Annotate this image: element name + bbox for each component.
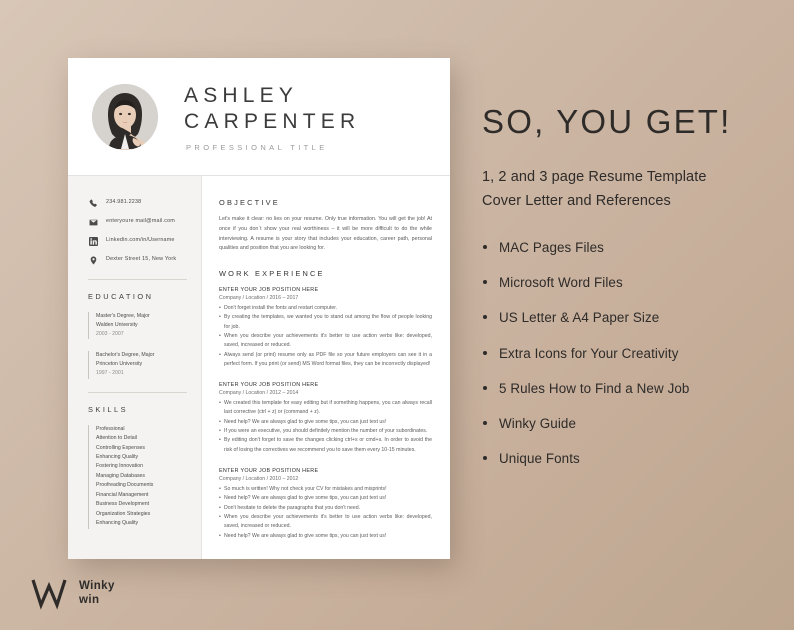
promo-feature-item: Unique Fonts [482,450,772,468]
contact-item [88,236,187,247]
job-meta: Company / Location / 2016 – 2017 [219,294,299,301]
education-years: 1997 - 2001 [96,370,124,377]
promo-feature-item: Winky Guide [482,415,772,433]
resume-main-content [202,176,450,559]
divider [88,279,187,280]
job-title: ENTER YOUR JOB POSITION HERE [219,468,319,475]
accent-bar [88,312,89,339]
job-bullet: • Need help? We are always glad to give some tips, you can just text us! [219,532,432,541]
promo-subtitle: 1, 2 and 3 page Resume Template Cover Letter and References [482,169,707,209]
job-bullet: • Don't hesitate to delete the paragraphs that you don't need. [219,504,432,513]
job-bullet: • When you describe your achievements it's better to use action verbs like: developed, saved, increased or reduced. [219,332,432,351]
first-name: ASHLEY [184,83,299,107]
contact-list [88,198,187,266]
education-years: 2003 - 2007 [96,331,124,338]
job-meta: Company / Location / 2010 – 2012 [219,475,299,482]
job-entry [219,286,432,369]
brand-line1: Winky [79,579,115,592]
divider [88,392,187,393]
skill-item: Proofreading Documents [96,482,154,489]
brand-logo [30,576,115,610]
job-bullet: • Always send (or print) resume only as PDF file so your future employers can see it in a perfect form. If you print (or send) MS Word format files, they can be incorrectly displayed! [219,351,432,370]
promo-panel [482,104,772,485]
job-entry [219,467,432,541]
skill-item: Business Development [96,501,150,508]
skills-heading: SKILLS [88,404,129,414]
linkedin-icon [88,236,99,247]
professional-title: PROFESSIONAL TITLE [186,143,328,153]
skill-item: Financial Management [96,491,149,498]
contact-address: Dexter Street 15, New York [106,256,177,262]
skill-item: Fostering Innovation [96,463,144,470]
promo-feature-item: Microsoft Word Files [482,274,772,292]
job-bullet: • Need help? We are always glad to give some tips, you can just text us! [219,418,432,427]
contact-item [88,255,187,266]
job-bullet: • If you were an executive, you should definitely mention the number of your subordinates. [219,427,432,436]
work-experience-heading: WORK EXPERIENCE [219,269,325,279]
accent-bar [88,425,89,529]
objective-text: Let's make it clear: no lies on your resume. Only true information. You will get the job! At once if you don`t show your real worthiness – it will be more difficult to do the while interviewing. A resume is your story that includes your education, career path, personal qualities and position that you are looking for. [219,216,432,252]
education-degree: Bachelor's Degree, Major [96,352,155,359]
skill-item: Enhancing Quality [96,453,139,460]
contact-linkedin: Linkedin.com/in/Username [106,237,175,243]
skill-item: Organization Strategies [96,510,151,517]
job-bullet: • So much is written! Why not check your CV for mistakes and misprints! [219,485,432,494]
job-title: ENTER YOUR JOB POSITION HERE [219,287,319,294]
avatar [92,84,158,150]
contact-item [88,198,187,209]
skill-item: Attention to Detail [96,435,137,442]
contact-email: enteryoure mail@mail.com [106,218,175,224]
last-name: CARPENTER [184,109,361,133]
brand-logo-text [79,579,115,607]
job-bullet: • By editing don't forget to save the changes clicking ctrl+s or cmd+s. In order to avoid the risk of losing the correctives we recommend you to save them every 10-15 minutes. [219,436,432,455]
skill-item: Managing Databases [96,472,146,479]
name-block [184,81,360,152]
phone-icon [88,198,99,209]
location-icon [88,255,99,266]
winky-win-logo-icon [30,576,70,610]
skill-item: Professional [96,425,125,432]
education-school: Walden University [96,322,138,329]
resume-body [68,176,450,559]
job-title: ENTER YOUR JOB POSITION HERE [219,382,319,389]
job-bullet: • By creating the templates, we wanted you to stand out among the flow of people looking for job. [219,313,432,332]
skill-item: Enhancing Quality [96,520,139,527]
contact-phone: 234.981.2238 [106,199,142,205]
promo-feature-list [482,239,772,468]
envelope-icon [88,217,99,228]
education-degree: Master's Degree, Major [96,313,150,319]
objective-heading: OBJECTIVE [219,198,280,207]
promo-feature-item: 5 Rules How to Find a New Job [482,380,772,398]
skills-list [88,425,187,529]
job-entry [219,381,432,455]
resume-preview-sheet [68,58,450,559]
promo-feature-item: Extra Icons for Your Creativity [482,345,772,363]
promo-feature-item: MAC Pages Files [482,239,772,257]
job-bullet: • Need help? We are always glad to give some tips, you can just text us! [219,494,432,503]
accent-bar [88,351,89,378]
skill-item: Controlling Expenses [96,444,146,451]
resume-sidebar [68,176,202,559]
promo-feature-item: US Letter & A4 Paper Size [482,309,772,327]
job-bullet: • When you describe your achievements it's better to use action verbs like: developed, saved, increased or reduced. [219,513,432,532]
resume-header [68,58,450,176]
job-bullet: • Don't forget install the fonts and restart computer. [219,304,432,313]
education-heading: EDUCATION [88,292,154,301]
education-item [88,351,187,378]
job-meta: Company / Location / 2012 – 2014 [219,389,299,396]
promo-title: SO, YOU GET! [482,103,732,140]
education-school: Princeton University [96,361,143,368]
job-bullet: • We created this template for easy editing but if something happens, you can always recall last corrective (ctrl + z) or (command + z). [219,399,432,418]
brand-line2: win [79,594,100,606]
education-item [88,312,187,339]
contact-item [88,217,187,228]
